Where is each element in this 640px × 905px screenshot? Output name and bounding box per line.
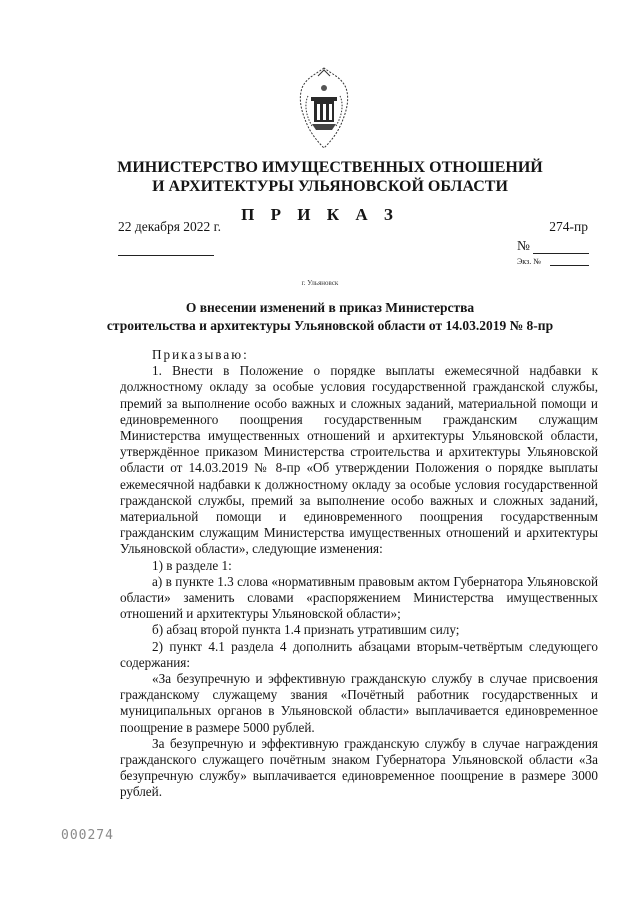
ministry-name [100, 158, 560, 196]
blank-underline [118, 255, 214, 256]
order-subject-line2: строительства и архитектуры Ульяновской области от 14.03.2019 № 8-пр [106, 318, 554, 333]
ministry-name-line1: МИНИСТЕРСТВО ИМУЩЕСТВЕННЫХ ОТНОШЕНИЙ [117, 159, 543, 176]
paragraph-3: а) в пункте 1.3 слова «нормативным правовым актом Губернатора Ульяновской области» заменить словами «распоряжением Министерства имущественных отношений и архитектуры Ульяновской области»; [120, 573, 598, 622]
order-number: 274-пр [549, 219, 588, 234]
paragraph-4: б) абзац второй пункта 1.4 признать утратившим силу; [152, 622, 460, 638]
paragraph-2: 1) в разделе 1: [152, 557, 232, 573]
number-field-label: № [517, 238, 530, 253]
ministry-name-line2: И АРХИТЕКТУРЫ УЛЬЯНОВСКОЙ ОБЛАСТИ [152, 178, 508, 195]
coat-of-arms-emblem [296, 66, 352, 150]
document-type-title: П Р И К А З [241, 205, 399, 224]
order-opening: Приказываю: [152, 347, 249, 362]
order-body [120, 347, 598, 801]
city-name: г. Ульяновск [301, 279, 339, 287]
page-stamp-number: 000274 [61, 828, 114, 843]
copy-number-line [550, 265, 589, 266]
paragraph-5: 2) пункт 4.1 раздела 4 дополнить абзацами вторым-четвёртым следующего содержания: [120, 638, 598, 670]
copy-number-label: Экз. № [517, 257, 541, 266]
paragraph-7: За безупречную и эффективную гражданскую службу в случае награждения гражданского служащего почётным знаком Губернатора Ульяновской области «За безупречную службу» выплачивается единовременное поощрение в размере 3000 рублей. [120, 735, 598, 800]
order-subject-line1: О внесении изменений в приказ Министерства [185, 300, 475, 315]
order-subject [100, 299, 560, 335]
number-field-line [533, 253, 589, 254]
paragraph-6: «За безупречную и эффективную гражданскую службу в случае присвоения гражданскому служащему звания «Почётный работник государственных и муниципальных органов в Ульяновской области» выплачивается единовременное поощрение в размере 5000 рублей. [120, 671, 598, 735]
order-date: 22 декабря 2022 г. [118, 219, 222, 234]
paragraph-1: 1. Внести в Положение о порядке выплаты ежемесячной надбавки к должностному окладу за особые условия государственной гражданской службы, премий за выполнение особо важных и сложных заданий, материальной помощи и единовременного поощрения государственным гражданским служащим Министерства имущественных отношений и архитектуры Ульяновской области, утверждённое приказом Министерства строительства и архитектуры Ульяновской области от 14.03.2019 № 8-пр «Об утверждении Положения о порядке выплаты ежемесячной надбавки к должностному окладу за особые условия государственной гражданской службы, премий за выполнение особо важных и сложных заданий, материальной помощи и единовременного поощрения государственным гражданским служащим Министерства имущественных отношений и архитектуры Ульяновской области», следующие изменения: [120, 363, 598, 557]
